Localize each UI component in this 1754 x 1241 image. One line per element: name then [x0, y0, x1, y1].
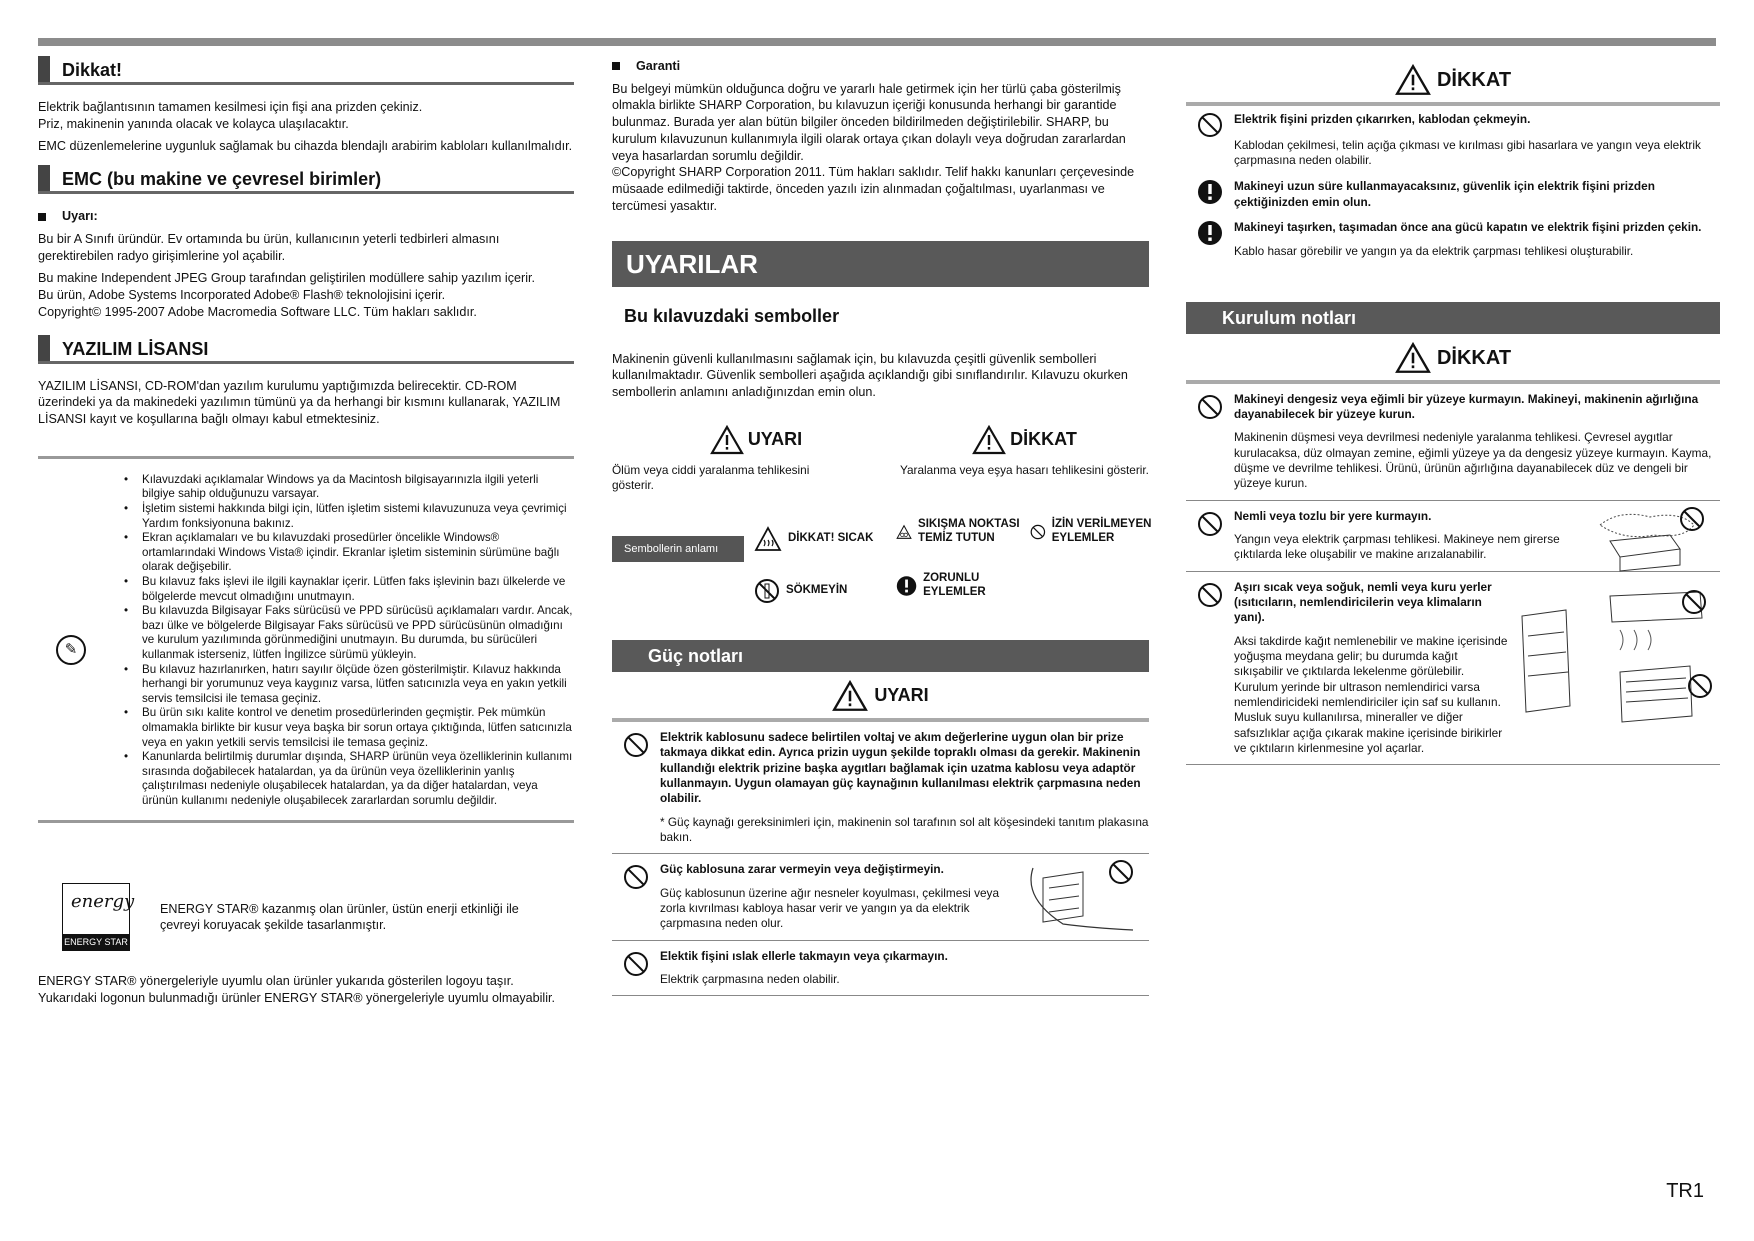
symbol-prohibited-label: İZİN VERİLMEYEN EYLEMLER [1051, 518, 1152, 544]
dikkat-para-1: Elektrik bağlantısının tamamen kesilmesi için fişi ana prizden çekiniz. [38, 100, 423, 114]
semboller-para: Makinenin güvenli kullanılmasını sağlamak için, bu kılavuzda çeşitli güvenlik sembolleri kullanılmaktadır. Güvenlik sembolleri aşağıda açıklandığı gibi sınıflandırılır. Kılavuzu okurken sembollerin anlamını anladığınızdan emin olun. [612, 351, 1128, 400]
notes-box [38, 456, 574, 824]
mandatory-icon [1197, 220, 1223, 246]
symbols-meaning-label: Sembollerin anlamı [612, 536, 744, 562]
dikkat-legend-title [900, 425, 1149, 455]
emc-para-3: Bu ürün, Adobe Systems Incorporated Adobe® Flash® teknolojisini içerir. [38, 288, 446, 303]
no-disassembly-icon [754, 578, 780, 604]
caution-triangle-icon [1395, 64, 1431, 96]
lisans-heading [38, 335, 574, 364]
list-item: • İşletim sistemi hakkında bilgi için, lütfen işletim sistemi kılavuzunuza veya çevrimiçi Yardım fonksiyonuna bakınız. [124, 502, 574, 531]
power-item-3 [612, 941, 1149, 997]
energy-para-1: ENERGY STAR® kazanmış olan ürünler, üstün enerji etkinliği ile çevreyi koruyacak şekilde tasarlanmıştır. [160, 901, 519, 933]
power-item-1 [612, 722, 1149, 854]
column-middle [612, 56, 1152, 996]
garanti-label-text: Garanti [636, 59, 681, 73]
list-item: • Kılavuzdaki açıklamalar Windows ya da Macintosh bilgisayarınızla ilgili yeterli bilgiye sahip olduğunuzu varsayar. [124, 473, 574, 502]
list-item: • Bu kılavuz hazırlanırken, hatırı sayılır ölçüde özen gösterilmiştir. Kılavuz hakkında herhangi bir yorumunuz veya kaygınız varsa, lütfen satıcınızla veya en yakın yetkili servis temsilcisi ile temasa geçiniz. [124, 663, 574, 707]
symbol-hot [754, 526, 874, 552]
prohibited-icon [623, 864, 649, 890]
prohibited-icon [1197, 511, 1223, 537]
uyari-label-text: Uyarı: [62, 209, 98, 224]
kurulum-dikkat-title [1186, 334, 1720, 384]
kurulum-dikkat-word: DİKKAT [1436, 346, 1512, 369]
uyari-label [38, 208, 574, 225]
install-item-2 [1186, 501, 1720, 572]
pinch-point-icon [896, 519, 912, 545]
dikkat-desc: Yaralanma veya eşya hasarı tehlikesini gösterir. [900, 462, 1149, 477]
caution-item-3 [1186, 220, 1720, 259]
uyarilar-heading: UYARILAR [612, 241, 1149, 287]
symbols-grid [612, 518, 1152, 614]
pencil-icon: ✎ [56, 635, 86, 665]
power-item-2-title: Güç kablosuna zarar vermeyin veya değiştirmeyin. [660, 862, 944, 877]
prohibited-icon [1197, 582, 1223, 608]
install-item-3 [1186, 572, 1720, 766]
dikkat-para-1b: Priz, makinenin yanında olacak ve kolayca ulaşılacaktır. [38, 116, 349, 131]
caution-triangle-icon [972, 425, 1006, 455]
energy-para-2: ENERGY STAR® yönergeleriyle uyumlu olan ürünler yukarıda gösterilen logoyu taşır. Yukarıdaki logonun bulunmadığı ürünler ENERGY STAR® yönergeleriyle uyumlu olmayabilir. [38, 974, 556, 1006]
dikkat-para-2: EMC düzenlemelerine uygunluk sağlamak bu cihazda blendajlı arabirim kabloları kullanılmalıdır. [38, 139, 573, 154]
guc-uyari-title [612, 672, 1149, 722]
install-item-1 [1186, 384, 1720, 501]
install-item-2-text: Yangın veya elektrik çarpması tehlikesi. Makineye nem girerse çıktılarda leke oluşabilir ve makine arızalanabilir. [1234, 532, 1560, 562]
energy-logo-word: energy [71, 891, 135, 913]
caution-list [1186, 106, 1720, 260]
emc-heading [38, 165, 574, 194]
cord-damage-illustration [1013, 858, 1141, 934]
prohibited-icon [623, 951, 649, 977]
caution-item-1-title: Elektrik fişini prizden çıkarırken, kablodan çekmeyin. [1234, 112, 1531, 126]
symbol-disassemble-label: SÖKMEYİN [786, 584, 848, 597]
dikkat-heading [38, 56, 574, 85]
warning-triangle-icon [832, 680, 868, 712]
warning-triangle-icon [710, 425, 744, 455]
mandatory-icon [896, 573, 917, 599]
caution-item-2-title: Makineyi uzun süre kullanmayacaksınız, güvenlik için elektrik fişini prizden çektiğinizden emin olun. [1234, 179, 1655, 209]
dikkat-title [1186, 56, 1720, 106]
top-rule [38, 38, 1716, 46]
lisans-para: YAZILIM LİSANSI, CD-ROM'dan yazılım kurulumu yaptığımızda belirecektir. CD-ROM üzerindeki ya da makinedeki yazılımın tümünü ya da herhangi bir kısmını kullanarak, YAZILIM LİSANSI kayıt ve koşullarına bağlı olmayı kabul etmektesiniz. [38, 378, 561, 427]
symbol-prohibited [1030, 518, 1152, 546]
list-item: • Kanunlarda belirtilmiş durumlar dışında, SHARP ürünün veya özelliklerinin kullanımı sırasında doğabilecek hatalardan, ya da ürünün veya özelliklerinin yanlış çalıştırılması nedeniyle oluşabilecek hatalardan, ya da diğer hatalardan, veya ürünün kullanımı nedeniyle oluşabilecek zararlardan sorumlu değildir. [124, 750, 574, 808]
caution-item-2 [1186, 179, 1720, 210]
prohibited-icon [1197, 112, 1223, 138]
install-item-3-title: Aşırı sıcak veya soğuk, nemli veya kuru yerler (ısıtıcıların, nemlendiricilerin veya klimaların yanı). [1234, 579, 1492, 625]
power-item-1-note: * Güç kaynağı gereksinimleri için, makinenin sol tarafının sol alt köşesindeki tanıtım plakasına bakın. [660, 814, 1149, 845]
mandatory-icon [1197, 179, 1223, 205]
power-item-2-text: Güç kablosunun üzerine ağır nesneler koyulması, çekilmesi veya zorla kıvrılması kabloya hasar verir ve yangın ya da elektrik çarpmasına neden olur. [660, 885, 999, 931]
list-item: • Bu kılavuzda Bilgisayar Faks sürücüsü ve PPD sürücüsü açıklamaları vardır. Ancak, bazı ülke ve bölgelerde Bilgisayar Faks sürücüsü ve PPD sürücüsünün olmadığını ve kurulum yazılımında görünmediğini unutmayın. Bu durumda, bu sürücüleri kullanmak isterseniz, lütfen İngilizce sürümü yükleyin. [124, 604, 574, 662]
guc-notlari-heading: Güç notları [612, 640, 1149, 672]
garanti-para: Bu belgeyi mümkün olduğunca doğru ve yararlı hale getirmek için her türlü çaba gösterilmiş olmakla birlikte SHARP Corporation, bu kılavuzun içeriği konusunda herhangi bir garantide bulunmaz. Burada yer alan bütün bilgiler önceden bildirilmeden değiştirilebilir. SHARP, bu kurulum kılavuzunun kullanımıyla ilgili olarak ortaya çıkan dolaylı veya doğrudan zararlardan veya hasarlardan sorumlu değildir. [612, 81, 1126, 163]
dikkat-heading-text: Dikkat! [62, 60, 123, 80]
dikkat-word: DİKKAT [1010, 428, 1077, 449]
dikkat-legend [900, 425, 1149, 500]
energy-star-logo [62, 883, 135, 951]
dust-humidity-illustration [1580, 505, 1710, 577]
list-item: • Bu ürün sıkı kalite kontrol ve denetim prosedürlerinden geçmiştir. Pek mümkün olmamakla birlikte bir kusur veya başka bir sorun ortaya çıktığında, lütfen satıcınızla veya en yakın yetkili servis temsilcisi ile temasa geçiniz. [124, 706, 574, 750]
energy-star-block [38, 883, 574, 951]
symbol-legend [612, 425, 1149, 500]
install-item-1-title: Makineyi dengesiz veya eğimli bir yüzeye kurmayın. Makineyi, makinenin ağırlığına dayanabilecek bir yüzeye kurun. [1234, 391, 1699, 422]
list-item: • Bu kılavuz faks işlevi ile ilgili kaynaklar içerir. Lütfen faks işlevinin bazı ülkelerde ve bölgelerde mevcut olmadığını unutmayın. [124, 575, 574, 604]
lisans-heading-text: YAZILIM LİSANSI [62, 338, 209, 359]
power-item-2 [612, 854, 1149, 940]
symbol-mandatory-label: ZORUNLU EYLEMLER [923, 572, 986, 598]
semboller-heading: Bu kılavuzdaki semboller [624, 305, 840, 326]
caution-triangle-icon [1395, 342, 1431, 374]
emc-para-1: Bu bir A Sınıfı üründür. Ev ortamında bu ürün, kullanıcının yeterli tedbirleri almasını gerektirebilen radyo girişimlerine yol açabilir. [38, 231, 500, 263]
uyari-legend-title [612, 425, 900, 455]
symbol-disassemble [754, 578, 874, 604]
energy-logo-bar: ENERGY STAR [63, 934, 129, 950]
column-left [38, 56, 574, 1013]
symbol-hot-label: DİKKAT! SICAK [788, 532, 874, 545]
emc-heading-text: EMC (bu makine ve çevresel birimler) [62, 169, 382, 190]
symbol-mandatory [896, 572, 1022, 600]
kurulum-notlari-heading: Kurulum notları [1186, 302, 1720, 334]
uyari-legend [612, 425, 900, 500]
uyari-word: UYARI [747, 428, 803, 449]
hot-surface-icon [754, 526, 782, 552]
notes-list [38, 473, 574, 809]
emc-para-4: Copyright© 1995-2007 Adobe Macromedia Software LLC. Tüm hakları saklıdır. [38, 304, 477, 319]
install-item-2-title: Nemli veya tozlu bir yere kurmayın. [1234, 508, 1432, 523]
power-item-1-title: Elektrik kablosunu sadece belirtilen voltaj ve akım değerlerine uygun olan bir prize takmaya dikkat edin. Ayrıca prizin uygun şekilde topraklı olması da gerekir. Makinenin kullandığı elektrik prizine başka aygıtları bağlamak için uzatma kablosu veya adaptör kullanmayın. Uygun olamayan güç kaynağının kullanılması elektrik çarpmasına neden olabilir. [660, 730, 1141, 806]
page-number: TR1 [1666, 1180, 1704, 1202]
uyari-desc: Ölüm veya ciddi yaralanma tehlikesini gösterir. [612, 462, 810, 493]
column-right [1186, 56, 1720, 765]
symbol-pinch-label: SIKIŞMA NOKTASI TEMİZ TUTUN [918, 518, 1020, 544]
caution-item-3-title: Makineyi taşırken, taşımadan önce ana gücü kapatın ve elektrik fişini prizden çekin. [1234, 220, 1702, 235]
prohibited-icon [1197, 394, 1223, 420]
install-item-1-text: Makinenin düşmesi veya devrilmesi nedeniyle yaralanma tehlikesi. Çevresel aygıtlar kurulacaksa, düz olmayan zemine, eğimli yüzeye ya da dengesiz yüzeye kurmayın. Kayma, düşme ve devrilme tehlikesi. Ürünü, ürünün ağırlığına dayanabilecek düz ve dengeli bir yüzeye kurun. [1234, 430, 1712, 491]
power-item-3-title: Elektik fişini ıslak ellerle takmayın veya çıkarmayın. [660, 948, 948, 963]
dikkat-title-word: DİKKAT [1436, 68, 1512, 91]
caution-item-1 [1186, 112, 1720, 169]
symbol-pinch [896, 518, 1022, 546]
caution-item-3-text: Kablo hasar görebilir ve yangın ya da elektrik çarpması tehlikesi oluşturabilir. [1234, 244, 1634, 259]
copyright-para: ©Copyright SHARP Corporation 2011. Tüm hakları saklıdır. Telif hakkı kanunları çerçevesinde müsaade edilmediği taktirde, önceden yazılı izin alınmadan çoğaltılması, uyarlanması ve tercümesi yasaktır. [612, 165, 1135, 213]
list-item: • Ekran açıklamaları ve bu kılavuzdaki prosedürler öncelikle Windows® ortamlarındaki Windows Vista® içindir. Ekranlar işletim sisteminin sürümüne bağlı olarak değişebilir. [124, 531, 574, 575]
prohibited-icon [623, 732, 649, 758]
heater-humidifier-illustration [1510, 586, 1716, 736]
prohibited-icon [1030, 519, 1046, 545]
guc-uyari-word: UYARI [874, 685, 929, 706]
power-item-3-text: Elektrik çarpmasına neden olabilir. [660, 972, 840, 987]
install-item-3-text: Aksi takdirde kağıt nemlenebilir ve makine içerisinde yoğuşma meydana gelir; bu durumda kağıt sıkışabilir ve çıktılarda lekelenme görülebilir. Kurulum yerinde bir ultrason nemlendirici varsa nemlendiricideki nemlendiriciler için saf su kullanın. Musluk suyu kullanılırsa, mineraller ve diğer safsızlıklar açığa çıkarak makine içerisinde birikirler ve çıktıların kirlenmesine yol açarlar. [1234, 633, 1508, 756]
caution-item-1-text: Kablodan çekilmesi, telin açığa çıkması ve kırılması gibi hasarlara ve yangın veya elektrik çarpmasına neden olabilir. [1234, 137, 1701, 168]
emc-para-2: Bu makine Independent JPEG Group tarafından geliştirilen modüllere sahip yazılım içerir. [38, 271, 536, 286]
garanti-label [612, 58, 1149, 75]
